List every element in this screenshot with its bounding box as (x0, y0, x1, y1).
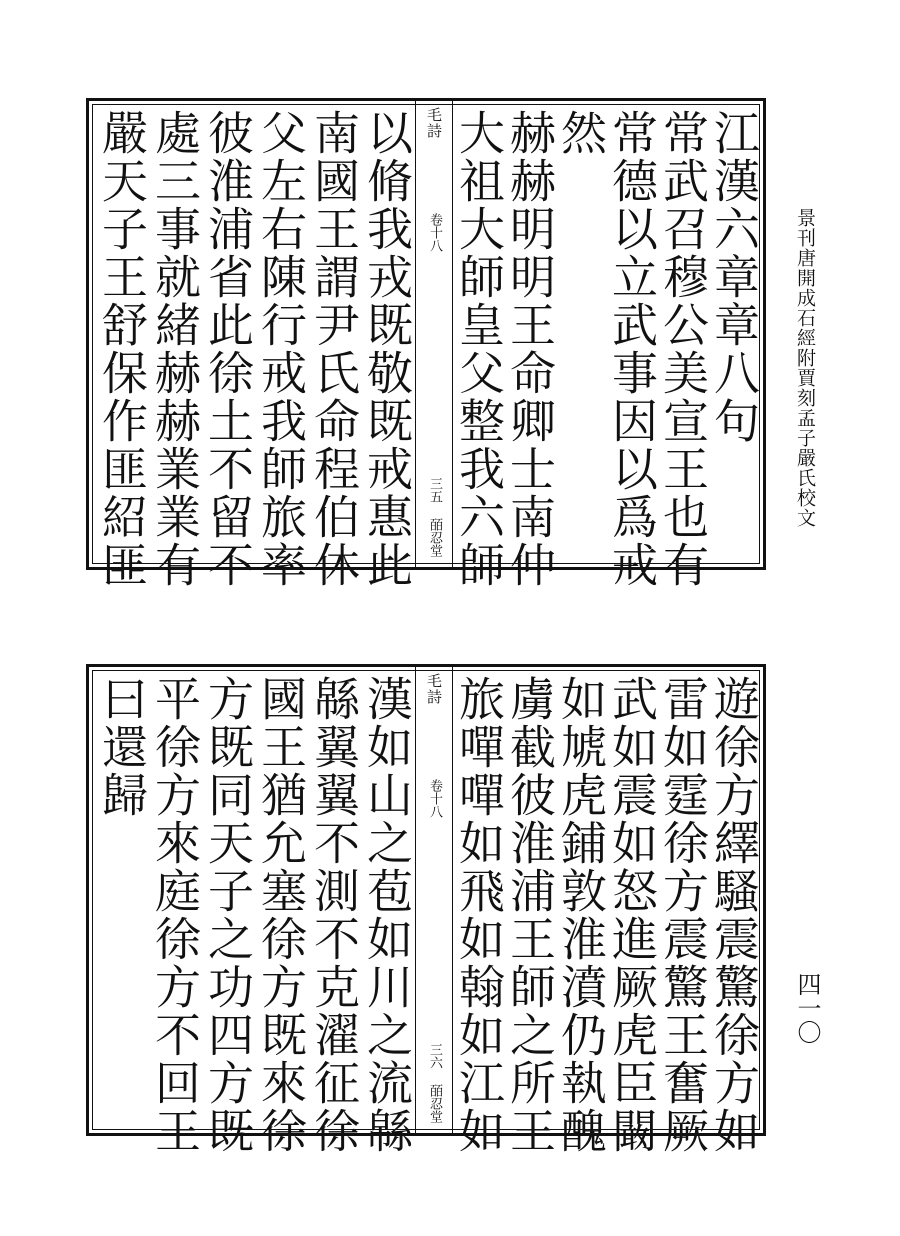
text-column: 雷如霆徐方震驚王奮厥 (656, 675, 710, 1155)
text-column: 曰還歸 (95, 675, 149, 819)
text-column: 如虓虎鋪敦淮濆仍執醜 (554, 675, 608, 1155)
text-column: 嚴天子王舒保作匪紹匪 (95, 109, 149, 589)
text-column: 武如震如怒進厥虎臣闞 (605, 675, 659, 1155)
text-column: 以脩我戎既敬既戒惠此 (360, 109, 414, 589)
bottom-text-block (86, 664, 766, 1155)
text-column: 南國王謂尹氏命程伯休 (307, 109, 361, 589)
text-column: 遊徐方繹騷震驚徐方如 (707, 675, 761, 1155)
text-column: 彼淮浦省此徐土不留不 (201, 109, 255, 589)
text-column: 江漢六章章八句 (707, 109, 761, 445)
text-column: 父左右陳行戒我師旅率 (254, 109, 308, 589)
page-number: 四一〇 (793, 972, 821, 1044)
book-title: 毛詩 (425, 673, 443, 705)
folio-label: 三六 皕忍堂 (427, 1043, 442, 1123)
text-column: 虜截彼淮浦王師之所王 (503, 675, 557, 1155)
folio-label: 三五 皕忍堂 (427, 477, 442, 557)
text-column: 漢如山之苞如川之流緜 (360, 675, 414, 1155)
text-column: 處三事就緒赫赫業業有 (148, 109, 202, 589)
text-column: 常德以立武事因以爲戒 (605, 109, 659, 589)
text-column: 平徐方來庭徐方不回王 (148, 675, 202, 1155)
text-column: 國王猶允塞徐方既來徐 (254, 675, 308, 1155)
text-column: 旅嘽嘽如飛如翰如江如 (452, 675, 506, 1155)
center-margin (415, 101, 453, 567)
text-column: 常武召穆公美宣王也有 (656, 109, 710, 589)
volume-label: 卷十八 (427, 779, 442, 818)
center-margin (415, 667, 453, 1133)
text-column: 赫赫明明王命卿士南仲 (503, 109, 557, 589)
top-text-block (86, 98, 766, 589)
book-title: 毛詩 (425, 107, 443, 139)
text-column: 方既同天子之功四方既 (201, 675, 255, 1155)
volume-label: 卷十八 (427, 213, 442, 252)
text-column: 然 (554, 109, 608, 157)
text-column: 大祖大師皇父整我六師 (452, 109, 506, 589)
side-title: 景刊唐開成石經附賈刻孟子嚴氏校文 (794, 208, 816, 528)
text-column: 緜翼翼不測不克濯征徐 (307, 675, 361, 1155)
